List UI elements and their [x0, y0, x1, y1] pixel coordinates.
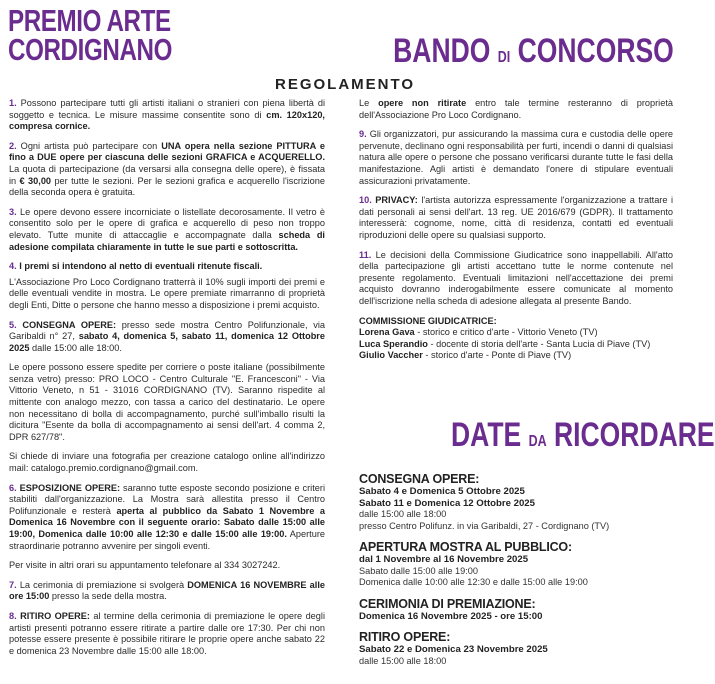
rule-8-text: al termine della cerimonia di premiazione le opere degli artisti presenti potranno essere ritirate a partire dalle ore 17:30. Per chi non potesse essere presente è possibile ritirare le proprie opere anche sabato 22 e domenica 23 Novembre dalle 15:00 alle 18:00.: [9, 610, 325, 656]
rule-3: [9, 207, 325, 253]
rule-11: [359, 250, 673, 308]
rule-8-heading: RITIRO OPERE:: [20, 610, 90, 621]
date-heading: CONSEGNA OPERE:: [359, 472, 480, 486]
rule-10-number: 10.: [359, 195, 372, 206]
rule-5: [9, 320, 325, 355]
rule-6-text-d: Aperture straordinarie potranno avvenire per singoli eventi.: [9, 529, 325, 551]
rule-2-fee: € 30,00: [19, 175, 52, 186]
bando-di: DI: [497, 49, 511, 66]
date-heading: APERTURA MOSTRA AL PUBBLICO:: [359, 540, 572, 554]
rule-2-text-a: Ogni artista può partecipare con: [20, 140, 158, 151]
date-plain-line: Sabato dalle 15:00 alle 19:00: [359, 565, 479, 576]
commission-member: [359, 339, 673, 351]
rule-8: [9, 611, 325, 657]
rule-6-heading: ESPOSIZIONE OPERE:: [19, 482, 121, 493]
date-plain-line: dalle 15:00 alle 18:00: [359, 509, 447, 519]
commission-member-name: Luca Sperandio: [359, 338, 428, 349]
rule-9-text: Gli organizzatori, pur assicurando la massima cura e custodia delle opere pervenute, declinano ogni responsabilità per furti, incendi o danni di qualsiasi natura alle opere o persone che possano verificarsi durante tutte le fasi della manifestazione. Agli artisti è demandato l'onere di stipulare eventuali assicurazioni privatamente.: [359, 129, 673, 186]
rule-4-number: 4.: [9, 261, 17, 272]
rule-8-cont-c: entro tale termine resteranno di proprietà dell'Associazione Pro Loco Cordignano.: [359, 98, 673, 120]
bando-title: [393, 34, 674, 75]
rule-7-text-c: presso la sede della mostra.: [51, 591, 167, 602]
rule-2-number: 2.: [9, 140, 17, 151]
rule-9: [359, 129, 673, 187]
rule-10: [359, 195, 673, 241]
rule-8-continued: [359, 98, 673, 121]
rule-1-text: Possono partecipare tutti gli artisti italiani o stranieri con piena libertà di soggetto e tecnica. Le misure massime consentite sono di: [9, 98, 325, 120]
premio-logo: [8, 3, 173, 67]
rule-4-bold: I premi si intendono al netto di eventuali ritenute fiscali.: [19, 261, 263, 272]
rule-6-opening: aperta al pubblico da Sabato 1 Novembre a Domenica 16 Novembre con il seguente orario: Sabato dalle 15:00 alle 19:00, Domenica dalle 10:00 alle 12:30 e dalle 15:00 alle 19:00.: [9, 505, 325, 539]
date-plain-line: dalle 15:00 alle 18:00: [359, 655, 447, 666]
rule-7-date: DOMENICA 16 NOVEMBRE alle ore 15:00: [9, 579, 325, 602]
rule-8-cont-a: Le: [359, 98, 370, 108]
rule-5-photo: Si chiede di inviare una fotografia per creazione catalogo online all'indirizzo mail: catalogo.premio.cordignano@gmail.com.: [9, 451, 325, 474]
rules-right-column: [359, 98, 673, 362]
rule-4: [9, 261, 325, 273]
commission-member-desc: - storico d'arte - Ponte di Piave (TV): [422, 350, 572, 361]
rule-8-cont-bold: opere non ritirate: [378, 98, 467, 108]
rule-7: [9, 580, 325, 603]
date-consegna: [359, 472, 677, 532]
rule-3-number: 3.: [9, 206, 17, 217]
concorso-word: CONCORSO: [517, 32, 674, 70]
rule-5-shipping: Le opere possono essere spedite per corriere o poste italiane (possibilmente senza vetro) presso: PRO LOCO - Centro Culturale "E. Francesconi" - Via Vittorio Veneto, n 51 - 31016 CORDIGNANO (TV). Saranno rispedite al mittente con analogo mezzo, con tassa a carico del destinatario. Le opere non necessitano di bolla di accompagnamento, purché sull'imballo risulti la dicitura "Esente da bolla di accompagnamento ai sensi dell'art. 4 comma 2, DPR 627/78".: [9, 362, 325, 442]
dates-title: [451, 418, 715, 459]
date-heading: RITIRO OPERE:: [359, 630, 451, 644]
date-plain-line: Domenica dalle 10:00 alle 12:30 e dalle 15:00 alle 19:00: [359, 577, 588, 587]
rule-5-dates: sabato 4, domenica 5, sabato 11, domenica 12 Ottobre 2025: [9, 331, 325, 353]
rule-10-heading: PRIVACY:: [375, 195, 418, 206]
date-bold-line: Sabato 11 e Domenica 12 Ottobre 2025: [359, 497, 535, 509]
rule-7-number: 7.: [9, 579, 17, 590]
commission-member-desc: - storico e critico d'arte - Vittorio Veneto (TV): [414, 327, 598, 338]
date-plain-line: presso Centro Polifunz. in via Garibaldi, 27 - Cordignano (TV): [359, 520, 610, 531]
rule-10-text: l'artista autorizza espressamente l'organizzazione a trattare i dati personali ai sensi dell'art. 13 reg. UE 2016/679 (GDPR). Il trattamento interesserà: cognome, nome, città di residenza, contatti ed eventuali riproduzioni delle opere su qualsiasi supporto.: [359, 195, 674, 240]
rule-7-text-a: La cerimonia di premiazione si svolgerà: [19, 579, 185, 590]
rule-11-text: Le decisioni della Commissione Giudicatrice sono inappellabili. All'atto della partecipazione gli artisti accettano tutte le norme contenute nel presente regolamento. Eventuali limitazioni nell'accettazione dei premi acquisto dovranno inderogabilmente essere comunicate al momento dell'iscrizione nella scheda di adesione allegata al presente Bando.: [359, 249, 673, 306]
rule-6-text-b: saranno tutte esposte secondo posizione e criteri stabiliti dall'organizzazione. La Mostra sarà allestita presso il Centro Polifunzionale e resterà: [9, 482, 325, 516]
rule-6-visits: Per visite in altri orari su appuntamento telefonare al 334 3027242.: [9, 560, 281, 571]
rule-6: [9, 483, 325, 553]
date-bold-line: Sabato 4 e Domenica 5 Ottobre 2025: [359, 486, 525, 497]
rule-1: [9, 98, 325, 133]
regolamento-heading: REGOLAMENTO: [275, 76, 416, 93]
date-bold-line: Domenica 16 Novembre 2025 - ore 15:00: [359, 610, 543, 622]
rule-8-number: 8.: [9, 610, 17, 621]
date-cerimonia: [359, 597, 677, 623]
dates-title-word-1: DATE: [451, 416, 522, 454]
rule-5-number: 5.: [9, 319, 17, 330]
date-bold-line: Sabato 22 e Domenica 23 Novembre 2025: [359, 644, 548, 655]
rule-5-text-b: presso sede mostra Centro Polifunzionale, via Garibaldi n° 27,: [9, 319, 325, 342]
rule-2: [9, 141, 325, 199]
logo-line-1: PREMIO ARTE: [8, 3, 171, 38]
dates-title-da: DA: [528, 433, 547, 450]
dates-title-word-2: RICORDARE: [553, 416, 715, 454]
commission-member-name: Lorena Gava: [359, 327, 415, 338]
rule-1-number: 1.: [9, 98, 17, 108]
commission-member-desc: - docente di storia dell'arte - Santa Lucia di Piave (TV): [427, 338, 651, 349]
date-bold-line: dal 1 Novembre al 16 Novembre 2025: [359, 554, 529, 565]
bando-word: BANDO: [393, 32, 491, 70]
rule-4-text: L'Associazione Pro Loco Cordignano tratterrà il 10% sugli importi dei premi e delle eventuali vendite in mostra. Le opere premiate rimarranno di proprietà degli Enti, Ditte o persone che hanno messo a disposizione i premi acquisto.: [9, 276, 325, 310]
commission-member: [359, 350, 673, 362]
logo-line-2: CORDIGNANO: [8, 32, 173, 67]
commission-member: [359, 327, 673, 339]
rule-3-text: Le opere devono essere incorniciate o listellate decorosamente. Il vetro è consentito solo per le opere di grafica e acquerello di peso non troppo elevato. Tutte munite di attaccaglie e accompagnate dalla: [9, 206, 326, 240]
rule-3-bold: scheda di adesione compilata chiaramente in tutte le sue parti e sottoscritta.: [9, 229, 325, 252]
rule-6-number: 6.: [9, 482, 17, 493]
rule-2-text-e: per tutte le sezioni. Per le sezioni grafica e acquerello l'iscrizione della seconda opera è gratuita.: [9, 175, 325, 198]
rule-5-heading: CONSEGNA OPERE:: [22, 319, 117, 330]
rule-2-bold-b: UNA opera nella sezione PITTURA e fino a DUE opere per ciascuna delle sezioni GRAFICA e ACQUERELLO.: [9, 140, 325, 163]
dates-list: [359, 472, 677, 675]
rule-5-hours: dalle 15:00 alle 18:00.: [32, 342, 122, 353]
date-apertura: [359, 540, 677, 589]
rules-left-column: [9, 98, 325, 665]
date-ritiro: [359, 630, 677, 667]
date-heading: CERIMONIA DI PREMIAZIONE:: [359, 596, 536, 611]
rule-11-number: 11.: [359, 249, 372, 260]
rule-9-number: 9.: [359, 129, 367, 140]
rule-1-bold: cm. 120x120, compresa cornice.: [9, 109, 325, 132]
commission-member-name: Giulio Vaccher: [359, 350, 423, 361]
rule-2-text-c: La quota di partecipazione (da versarsi alla consegna delle opere), è fissata in: [9, 163, 325, 186]
commission-title: COMMISSIONE GIUDICATRICE:: [359, 315, 497, 326]
